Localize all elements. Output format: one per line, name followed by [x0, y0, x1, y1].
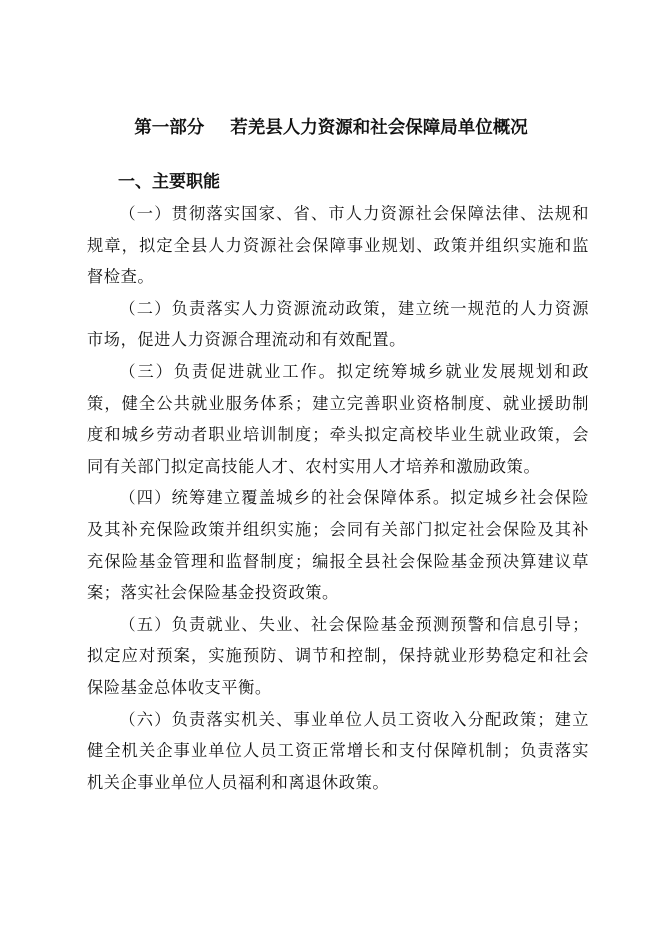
duty-paragraph-2: （二）负责落实人力资源流动政策，建立统一规范的人力资源市场，促进人力资源合理流动和有效配置。: [87, 298, 589, 350]
duty-paragraph-1: （一）贯彻落实国家、省、市人力资源社会保障法律、法规和规章，拟定全县人力资源社会保障事业规划、政策并组织实施和监督检查。: [87, 204, 589, 287]
duty-paragraph-5: （五）负责就业、失业、社会保险基金预测预警和信息引导；拟定应对预案，实施预防、调节和控制，保持就业形势稳定和社会保险基金总体收支平衡。: [87, 614, 589, 697]
duties-body: [87, 198, 589, 798]
title-part-label: 第一部分: [134, 118, 205, 138]
section-heading: 一、主要职能: [118, 172, 220, 192]
document-title: [0, 116, 662, 140]
duty-paragraph-3: （三）负责促进就业工作。拟定统筹城乡就业发展规划和政策，健全公共就业服务体系；建立完善职业资格制度、就业援助制度和城乡劳动者职业培训制度；牵头拟定高校毕业生就业政策，会同有关部门拟定高技能人才、农村实用人才培养和激励政策。: [87, 361, 589, 476]
duty-paragraph-6: （六）负责落实机关、事业单位人员工资收入分配政策；建立健全机关企事业单位人员工资正常增长和支付保障机制；负责落实机关企事业单位人员福利和离退休政策。: [87, 709, 589, 792]
title-unit-name: 若羌县人力资源和社会保障局单位概况: [230, 118, 528, 138]
duty-paragraph-4: （四）统筹建立覆盖城乡的社会保障体系。拟定城乡社会保险及其补充保险政策并组织实施；会同有关部门拟定社会保险及其补充保险基金管理和监督制度；编报全县社会保险基金预决算建议草案；落实社会保险基金投资政策。: [87, 488, 589, 603]
